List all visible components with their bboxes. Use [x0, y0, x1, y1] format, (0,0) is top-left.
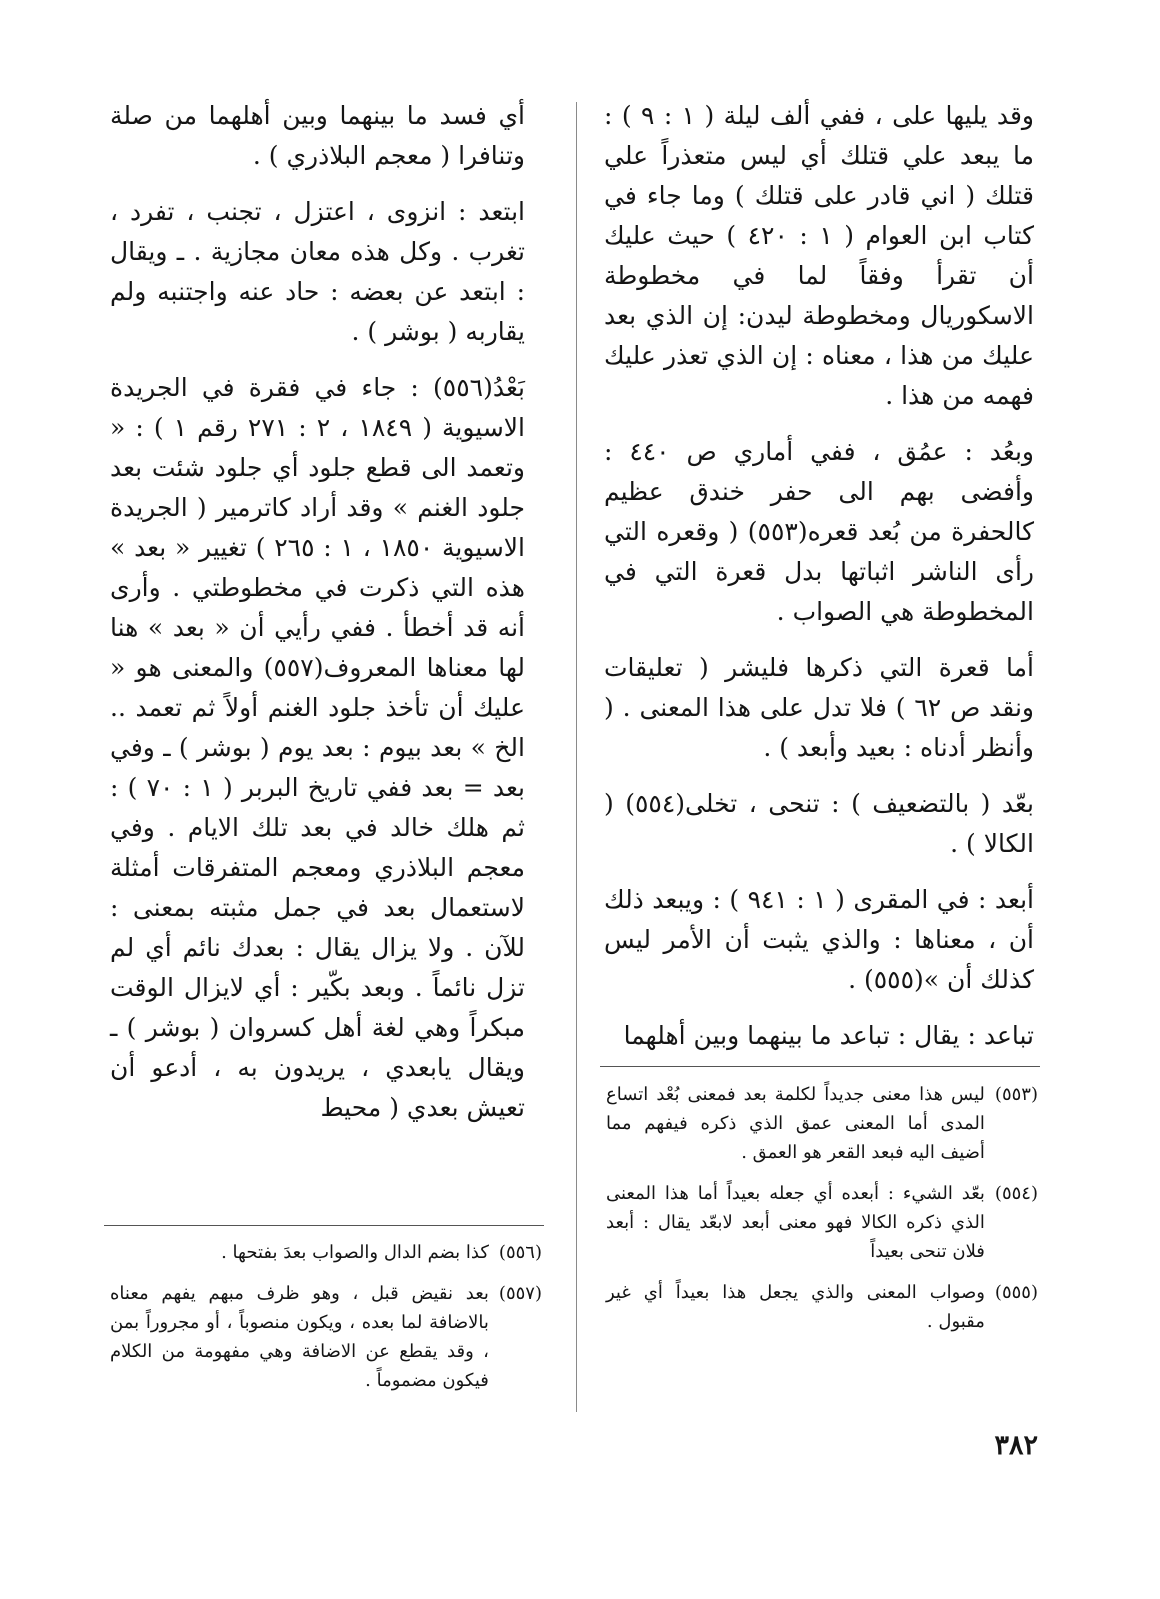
- paragraph-yaliha: وقد يليها على ، ففي ألف ليلة ( ١ : ٩ ) : ما يبعد علي قتلك أي ليس متعذراً علي قتلك ( اني قادر على قتلك ) وما جاء في كتاب ابن العوام ( ١ : ٤٢٠ ) حيث عليك أن تقرأ وفقاً لما في مخطوطة الاسكوريال ومخطوطة ليدن: إن الذي بعد عليك من هذا ، معناه : إن الذي تعذر عليك فهمه من هذا .: [604, 101, 1034, 410]
- footnote: [110, 1279, 542, 1395]
- footnote: [606, 1080, 1038, 1167]
- footnote: [606, 1179, 1038, 1266]
- footnote-text: وصواب المعنى والذي يجعل هذا بعيداً أي غير مقبول .: [606, 1282, 985, 1332]
- footnote-number: (٥٥٤): [994, 1183, 1038, 1204]
- page-number: ٣٨٢: [994, 1430, 1038, 1461]
- paragraph-abad: أبعد : في المقرى ( ١ : ٩٤١ ) : ويبعد ذلك أن ، معناها : والذي يثبت أن الأمر ليس كذلك أن »(٥٥٥) .: [604, 885, 1035, 994]
- paragraph-baad-tadif: بعّد ( بالتضعيف ) : تنحى ، تخلى(٥٥٤) ( الكالا ) .: [604, 789, 1034, 858]
- footnote-rule-right: [600, 1066, 1040, 1067]
- footnote-rule-left: [104, 1225, 544, 1226]
- footnote-text: بعّد الشيء : أبعده أي جعله بعيداً أما هذا المعنى الذي ذكره الكالا فهو معنى أبعد لابعّد يقال : أبعد فلان تنحى بعيداً: [606, 1183, 985, 1262]
- left-column: [110, 96, 525, 1144]
- footnote-text: بعد نقيض قبل ، وهو ظرف مبهم يفهم معناه بالاضافة لما بعده ، ويكون منصوباً ، أو مجروراً بمن ، وقد يقطع عن الاضافة وهي مفهومة من الكلام فيكون مضموماً .: [110, 1283, 489, 1391]
- footnote-text: ليس هذا معنى جديداً لكلمة بعد فمعنى بُعْد اتساع المدى أما المعنى عمق الذي ذكره فيفهم مما أضيف اليه فبعد القعر هو العمق .: [606, 1084, 985, 1163]
- footnote: [606, 1278, 1038, 1336]
- paragraph-ibtaad: ابتعد : انزوى ، اعتزل ، تجنب ، تفرد ، تغرب . وكل هذه معان مجازية . ـ ويقال : ابتعد عن بعضه : حاد عنه واجتنبه ولم يقاربه ( بوشر ) .: [110, 197, 525, 346]
- footnote-number: (٥٥٦): [498, 1242, 542, 1263]
- paragraph-fasad: أي فسد ما بينهما وبين أهلهما من صلة وتنافرا ( معجم البلاذري ) .: [110, 101, 525, 170]
- paragraph-qaara: أما قعرة التي ذكرها فليشر ( تعليقات ونقد ص ٦٢ ) فلا تدل على هذا المعنى . ( وأنظر أدناه : بعيد وأبعد ) .: [604, 653, 1034, 762]
- paragraph-baadu: بَعْدُ(٥٥٦) : جاء في فقرة في الجريدة الاسيوية ( ١٨٤٩ ، ٢ : ٢٧١ رقم ١ ) : « وتعمد الى قطع جلود أي جلود شئت بعد جلود الغنم » وقد أراد كاترمير ( الجريدة الاسيوية ١٨٥٠ ، ١ : ٢٦٥ ) تغيير « بعد » هذه التي ذكرت في مخطوطتي . وأرى أنه قد أخطأ . ففي رأيي أن « بعد » هنا لها معناها المعروف(٥٥٧) والمعنى هو « عليك أن تأخذ جلود الغنم أولاً ثم تعمد .. الخ » بعد بيوم : بعد يوم ( بوشر ) ـ وفي بعد = بعد ففي تاريخ البربر ( ١ : ٧٠ ) : ثم هلك خالد في بعد تلك الايام . وفي معجم البلاذري ومعجم المتفرقات أمثلة لاستعمال بعد في جمل مثبته بمعنى : للآن . ولا يزال يقال : بعدك نائم أي لم تزل نائماً . وبعد بكّير : أي لايزال الوقت مبكراً وهي لغة أهل كسروان ( بوشر ) ـ ويقال يابعدي ، يريدون به ، أدعو أن تعيش بعدي ( محيط: [110, 373, 526, 1122]
- footnotes-right: [606, 1080, 1038, 1348]
- footnotes-left: [110, 1238, 542, 1407]
- footnote-number: (٥٥٧): [498, 1283, 542, 1304]
- footnote-number: (٥٥٥): [994, 1282, 1038, 1303]
- footnote-text: كذا بضم الدال والصواب بعدَ بفتحها .: [221, 1242, 489, 1263]
- paragraph-buud-umq: وبعُد : عمُق ، ففي أماري ص ٤٤٠ : وأفضى بهم الى حفر خندق عظيم كالحفرة من بُعد قعره(٥٥٣) ( وقعره التي رأى الناشر اثباتها بدل قعرة التي في المخطوطة هي الصواب .: [604, 437, 1034, 626]
- footnote-number: (٥٥٣): [994, 1084, 1038, 1105]
- column-divider: [576, 102, 577, 1412]
- paragraph-tabaad: تباعد : يقال : تباعد ما بينهما وبين أهلهما: [623, 1021, 1034, 1050]
- right-column: [604, 96, 1034, 1072]
- footnote: [110, 1238, 542, 1267]
